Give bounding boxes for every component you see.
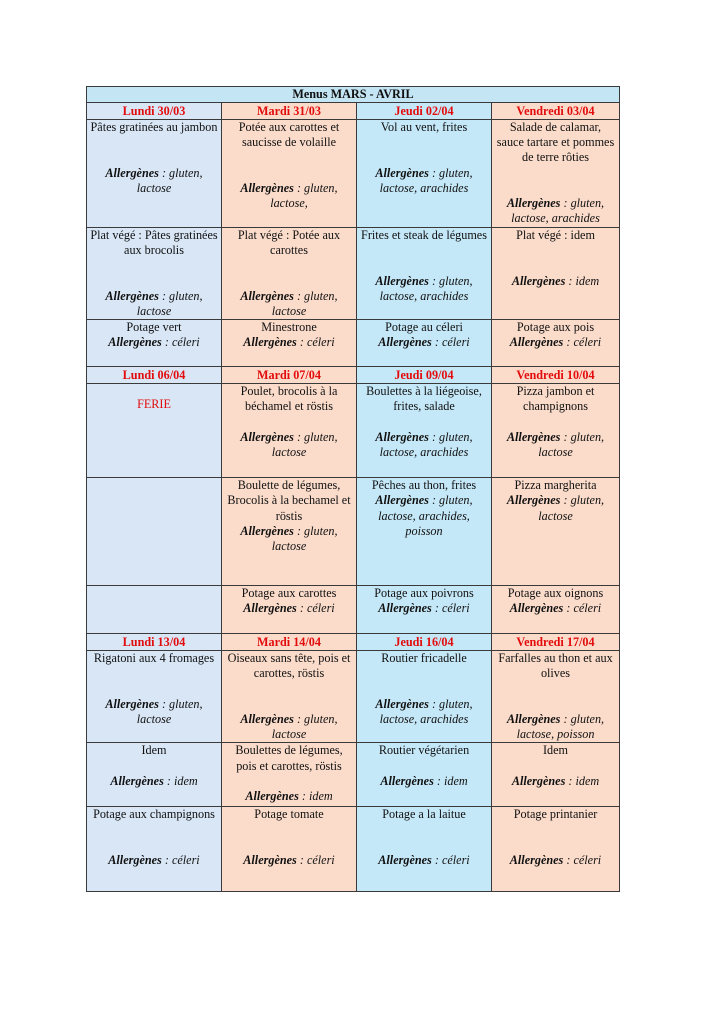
allergens-value: : gluten, lactose, (270, 180, 338, 210)
day-header: Mardi 07/04 (222, 367, 357, 384)
allergens-label: Allergènes (240, 712, 294, 726)
veg-cell (492, 743, 620, 807)
empty-cell (87, 586, 222, 634)
soup-row (87, 807, 620, 892)
soup-cell (492, 586, 620, 634)
allergens-value: : gluten, lactose (271, 712, 338, 742)
soup-cell (87, 807, 222, 892)
veg-cell (222, 228, 357, 320)
soup-cell (492, 320, 620, 367)
allergens-text (225, 524, 353, 554)
soup-row (87, 586, 620, 634)
day-header: Mardi 31/03 (222, 103, 357, 120)
allergens-value: : gluten, lactose, poisson (516, 712, 605, 742)
main-cell (87, 120, 222, 228)
menu-title: Menus MARS - AVRIL (87, 87, 620, 103)
allergens-text (90, 166, 218, 196)
allergens-text (360, 274, 488, 304)
main-row (87, 120, 620, 228)
veg-cell (492, 228, 620, 320)
main-row (87, 384, 620, 478)
allergens-text (225, 853, 353, 868)
allergens-text (360, 430, 488, 460)
allergens-label: Allergènes (105, 288, 159, 303)
dish-name: Plat végé : Pâtes gratinées aux brocolis (90, 228, 218, 258)
allergens-value: : idem (436, 773, 468, 788)
day-header: Jeudi 09/04 (357, 367, 492, 384)
allergens-label: Allergènes (375, 493, 429, 508)
day-header-row (87, 634, 620, 651)
veg-row (87, 228, 620, 320)
allergens-label: Allergènes (110, 773, 164, 788)
day-header: Jeudi 16/04 (357, 634, 492, 651)
day-header: Lundi 06/04 (87, 367, 222, 384)
veg-cell (492, 478, 620, 586)
dish-name: Oiseaux sans tête, pois et carottes, röstis (227, 651, 351, 681)
allergens-label: Allergènes (240, 429, 294, 444)
dish-name: Potage aux poivrons (374, 586, 474, 601)
allergens-label: Allergènes (243, 335, 297, 350)
allergens-text (495, 774, 616, 789)
day-header: Lundi 30/03 (87, 103, 222, 120)
allergens-value: : gluten, lactose, arachides (379, 273, 473, 303)
dish-name: Pizza margherita (514, 478, 597, 493)
allergens-value: : gluten, lactose, arachides (379, 429, 473, 459)
veg-cell (357, 478, 492, 586)
veg-cell (357, 743, 492, 807)
allergens-text (495, 196, 616, 226)
allergens-label: Allergènes (506, 429, 561, 444)
allergens-value: : idem (301, 789, 333, 803)
allergens-text (225, 430, 353, 460)
dish-name: Frites et steak de légumes (361, 228, 487, 242)
allergens-text (495, 493, 616, 523)
allergens-text (225, 289, 353, 319)
dish-name: Pêches au thon, frites (371, 478, 477, 493)
allergens-value: : gluten, lactose, arachides (379, 165, 473, 195)
allergens-value: : gluten, lactose, arachides (511, 196, 605, 226)
veg-cell (87, 228, 222, 320)
allergens-value: : céleri (434, 335, 470, 350)
allergens-label: Allergènes (378, 601, 432, 616)
allergens-text (360, 335, 488, 350)
main-cell (87, 651, 222, 743)
soup-cell (87, 320, 222, 367)
allergens-label: Allergènes (378, 335, 432, 350)
allergens-text (225, 789, 353, 804)
veg-row (87, 478, 620, 586)
allergens-label: Allergènes (378, 853, 432, 867)
allergens-text (225, 335, 353, 350)
allergens-text (90, 335, 218, 350)
allergens-text (495, 274, 616, 289)
allergens-label: Allergènes (243, 601, 297, 616)
dish-name: Poulet, brocolis à la béchamel et röstis (240, 384, 338, 414)
soup-cell (222, 807, 357, 892)
allergens-value: : idem (166, 773, 198, 788)
allergens-text (495, 712, 616, 742)
allergens-label: Allergènes (509, 601, 564, 616)
dish-name: Idem (542, 743, 569, 758)
allergens-label: Allergènes (375, 429, 429, 444)
allergens-value: : céleri (164, 853, 200, 867)
allergens-text (90, 289, 218, 319)
dish-name: Rigatoni aux 4 fromages (93, 651, 215, 666)
dish-name: Minestrone (261, 320, 317, 335)
allergens-text (360, 697, 488, 727)
allergens-label: Allergènes (509, 853, 564, 867)
allergens-text (495, 853, 616, 868)
allergens-value: : céleri (434, 601, 470, 616)
allergens-label: Allergènes (506, 196, 561, 210)
allergens-text (225, 181, 353, 211)
allergens-value: : céleri (566, 853, 602, 867)
allergens-value: : gluten, lactose (538, 429, 605, 459)
allergens-value: : gluten, lactose (136, 165, 203, 195)
ferie-label: FERIE (137, 397, 171, 412)
day-header: Jeudi 02/04 (357, 103, 492, 120)
allergens-label: Allergènes (108, 853, 162, 867)
allergens-value: : gluten, lactose (271, 288, 338, 318)
allergens-label: Allergènes (375, 273, 429, 288)
main-row (87, 651, 620, 743)
allergens-value: : céleri (434, 853, 470, 867)
allergens-label: Allergènes (511, 273, 566, 288)
day-header: Vendredi 17/04 (492, 634, 620, 651)
dish-name: Potage aux carottes (241, 586, 337, 601)
allergens-text (90, 853, 218, 868)
allergens-value: : céleri (299, 601, 335, 616)
allergens-text (360, 853, 488, 868)
main-cell (357, 651, 492, 743)
allergens-text (360, 601, 488, 616)
soup-cell (222, 320, 357, 367)
dish-name: Boulettes à la liégeoise, frites, salade (366, 384, 482, 414)
allergens-text (360, 774, 488, 789)
allergens-text (225, 601, 353, 616)
main-cell (222, 651, 357, 743)
empty-cell (87, 478, 222, 586)
allergens-text (225, 712, 353, 742)
soup-cell (357, 586, 492, 634)
main-cell (357, 384, 492, 478)
allergens-label: Allergènes (240, 288, 294, 303)
dish-name: Routier fricadelle (381, 651, 467, 666)
allergens-label: Allergènes (105, 165, 159, 180)
allergens-text (90, 774, 218, 789)
allergens-value: : céleri (566, 335, 602, 350)
dish-name: Potage au céleri (385, 320, 463, 335)
allergens-value: : gluten, lactose, arachides (379, 696, 473, 726)
dish-name: Potage a la laitue (382, 807, 466, 822)
day-header: Vendredi 10/04 (492, 367, 620, 384)
dish-name: Boulette de légumes, Brocolis à la bechamel et röstis (227, 478, 351, 523)
allergens-label: Allergènes (511, 773, 566, 788)
dish-name: Potage aux pois (516, 320, 595, 335)
dish-name: Routier végétarien (378, 743, 470, 758)
main-cell (357, 120, 492, 228)
dish-name: Plat végé : Potée aux carottes (237, 228, 341, 258)
dish-name: Plat végé : idem (516, 228, 595, 242)
allergens-label: Allergènes (375, 696, 429, 711)
soup-cell (222, 586, 357, 634)
veg-cell (87, 743, 222, 807)
allergens-label: Allergènes (108, 335, 162, 350)
allergens-value: : gluten, lactose (538, 493, 605, 523)
allergens-value: : gluten, lactose, arachides, poisson (378, 493, 473, 538)
menu-table (86, 86, 620, 892)
allergens-value: : céleri (164, 335, 200, 350)
allergens-value: : gluten, lactose (136, 288, 203, 318)
allergens-label: Allergènes (375, 165, 429, 180)
allergens-label: Allergènes (240, 523, 294, 538)
main-cell (492, 651, 620, 743)
allergens-label: Allergènes (509, 335, 564, 350)
veg-cell (357, 228, 492, 320)
ferie-cell (87, 384, 222, 478)
allergens-text (90, 697, 218, 727)
dish-name: Pâtes gratinées au jambon (90, 120, 218, 134)
day-header-row (87, 367, 620, 384)
allergens-value: : idem (568, 273, 600, 288)
dish-name: Potage vert (126, 320, 182, 335)
allergens-label: Allergènes (240, 180, 294, 195)
dish-name: Pizza jambon et champignons (516, 384, 595, 414)
main-cell (222, 384, 357, 478)
allergens-value: : céleri (299, 335, 335, 350)
soup-row (87, 320, 620, 367)
main-cell (492, 384, 620, 478)
allergens-text (495, 335, 616, 350)
dish-name: Farfalles au thon et aux olives (498, 651, 613, 681)
allergens-value: : céleri (566, 601, 602, 616)
allergens-text (495, 601, 616, 616)
day-header: Vendredi 03/04 (492, 103, 620, 120)
dish-name: Idem (141, 743, 167, 758)
dish-name: Potage aux oignons (507, 586, 604, 601)
allergens-value: : gluten, lactose (271, 523, 338, 554)
allergens-value: : céleri (299, 853, 335, 867)
soup-cell (357, 320, 492, 367)
day-header: Lundi 13/04 (87, 634, 222, 651)
allergens-text (360, 493, 488, 539)
allergens-label: Allergènes (105, 696, 159, 711)
allergens-value: : idem (568, 773, 600, 788)
day-header: Mardi 14/04 (222, 634, 357, 651)
dish-name: Potée aux carottes et saucisse de volaille (238, 120, 340, 150)
allergens-value: : gluten, lactose (271, 429, 338, 459)
dish-name: Potage tomate (254, 807, 324, 822)
allergens-text (495, 430, 616, 460)
veg-cell (222, 478, 357, 586)
soup-cell (357, 807, 492, 892)
allergens-value: : gluten, lactose (136, 696, 203, 726)
allergens-label: Allergènes (380, 773, 434, 788)
veg-row (87, 743, 620, 807)
dish-name: Potage aux champignons (93, 807, 215, 822)
allergens-text (360, 166, 488, 196)
dish-name: Boulettes de légumes, pois et carottes, röstis (235, 743, 343, 773)
allergens-label: Allergènes (245, 789, 299, 803)
allergens-label: Allergènes (243, 853, 297, 867)
main-cell (222, 120, 357, 228)
day-header-row (87, 103, 620, 120)
dish-name: Potage printanier (513, 807, 598, 822)
allergens-label: Allergènes (506, 493, 561, 508)
veg-cell (222, 743, 357, 807)
allergens-label: Allergènes (506, 712, 561, 726)
soup-cell (492, 807, 620, 892)
main-cell (492, 120, 620, 228)
dish-name: Vol au vent, frites (380, 120, 468, 134)
dish-name: Salade de calamar, sauce tartare et pommes de terre rôties (496, 120, 615, 165)
